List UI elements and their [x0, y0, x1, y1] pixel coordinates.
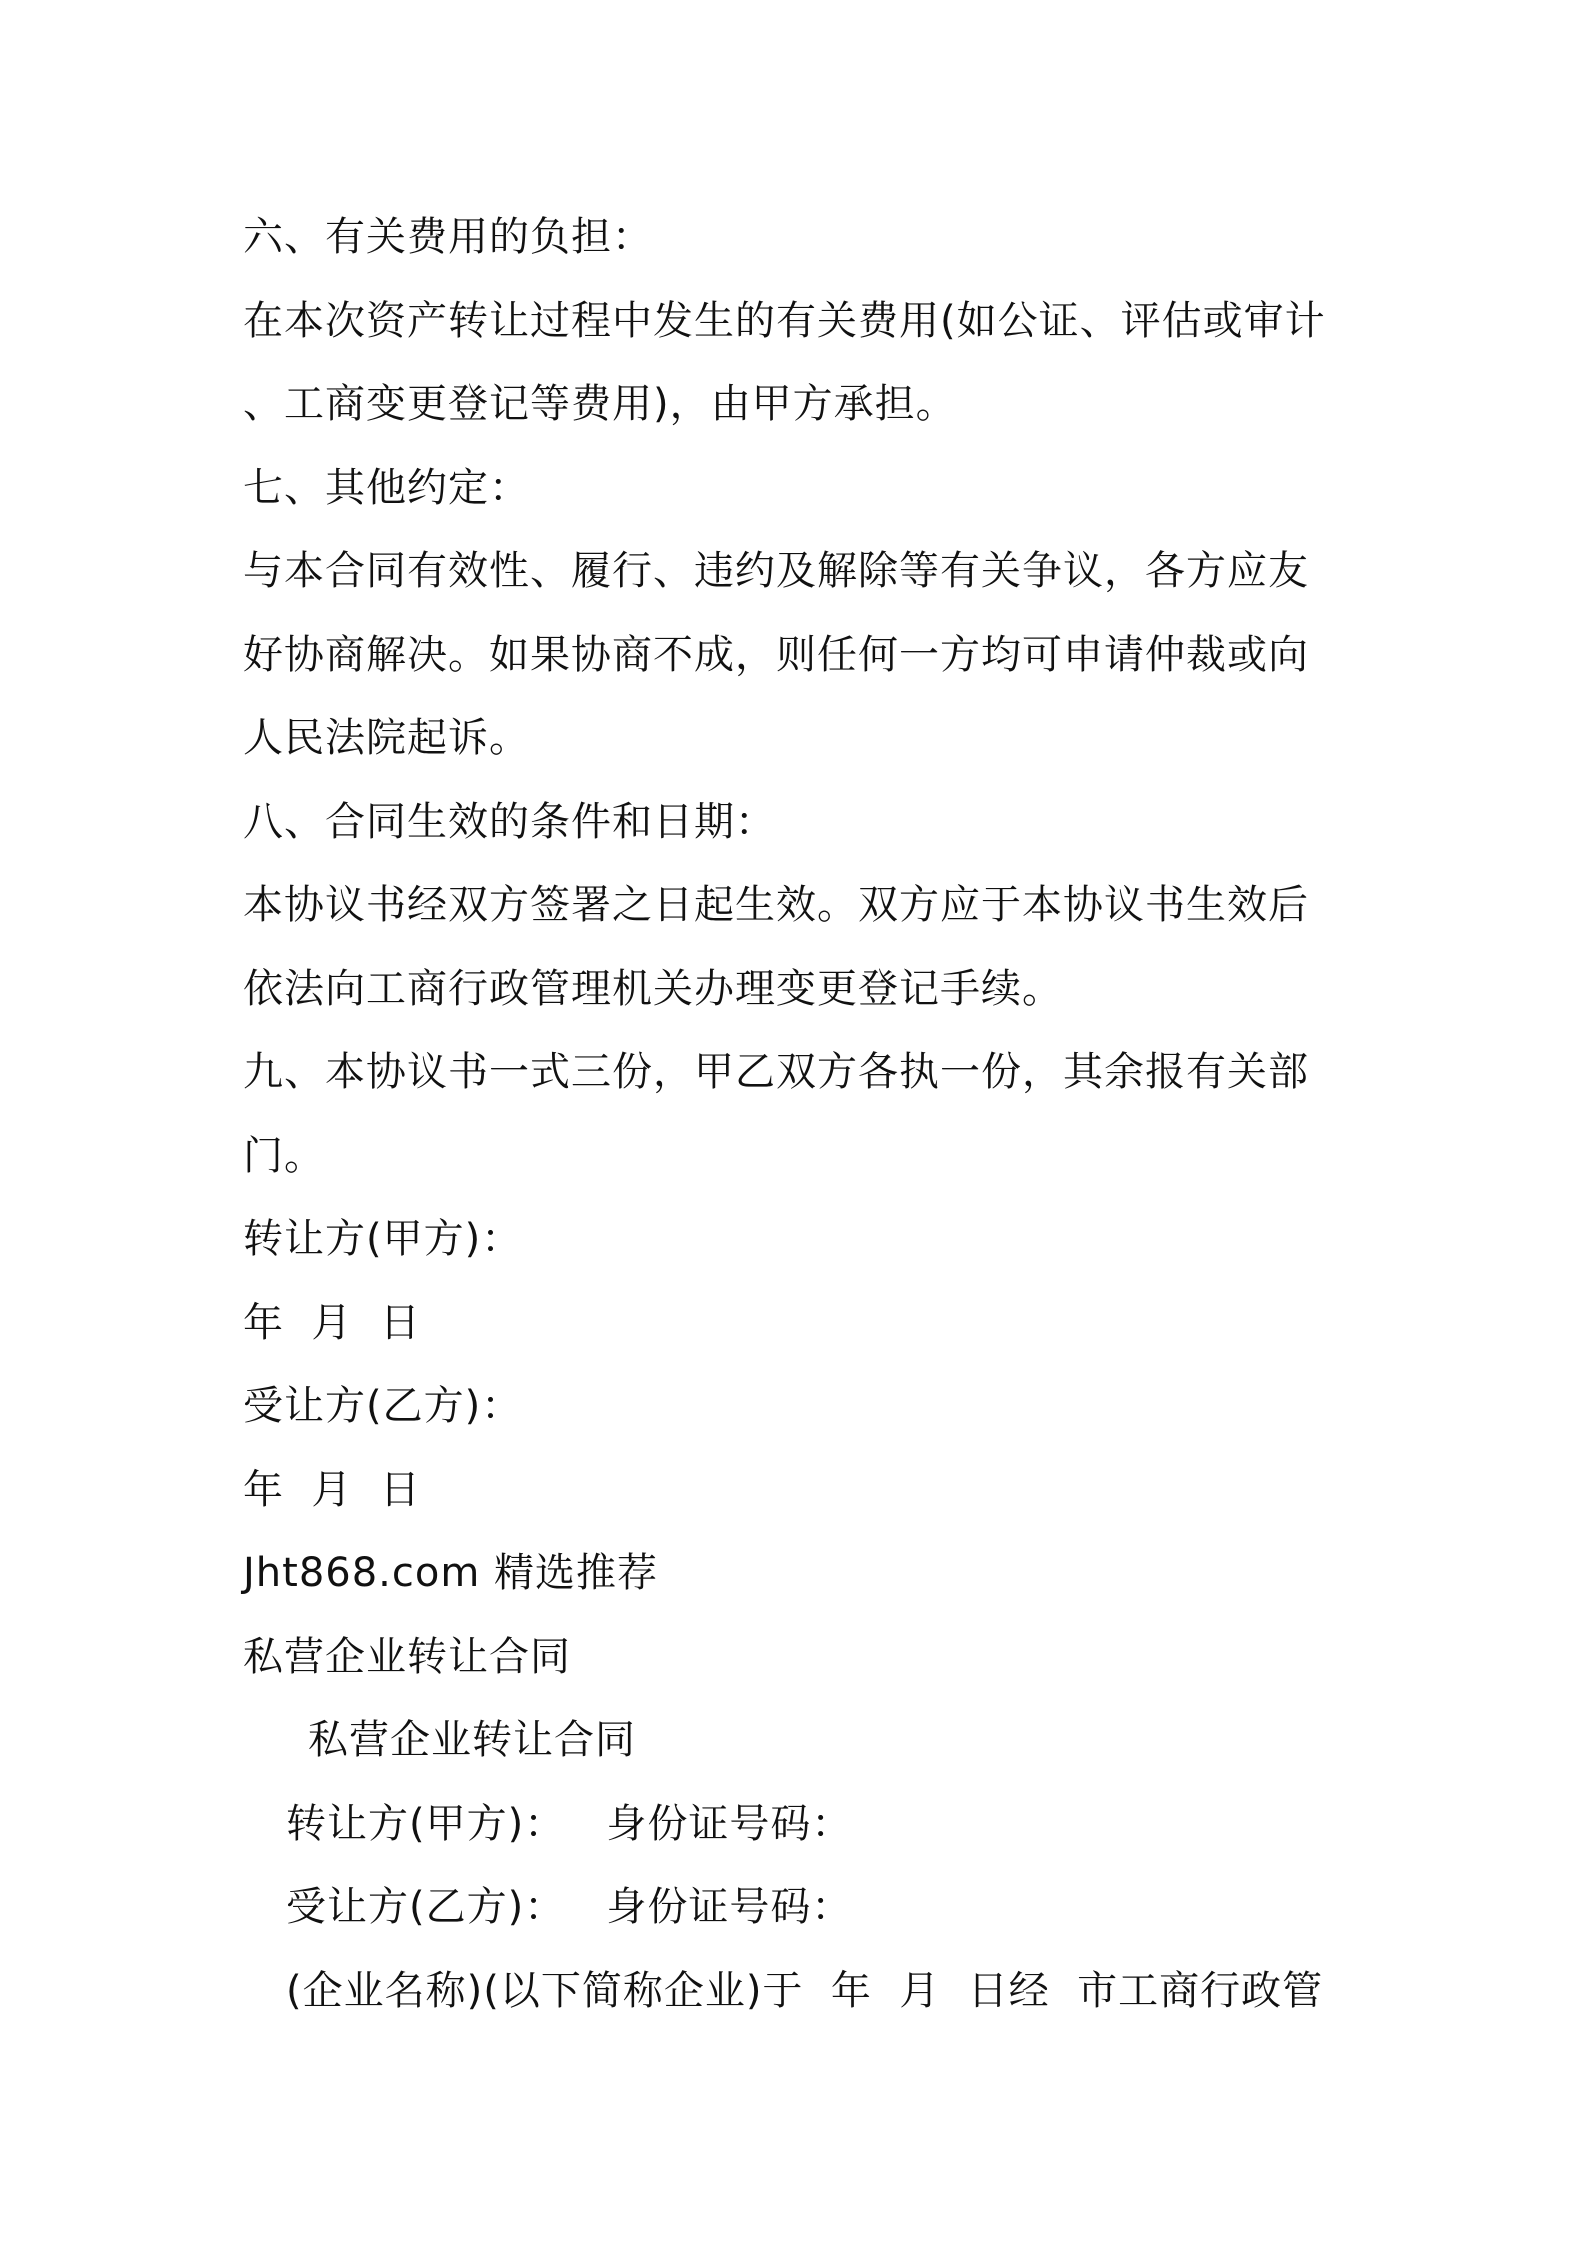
paragraph-line: 好协商解决。如果协商不成，则任何一方均可申请仲裁或向	[243, 631, 1309, 678]
signature-label-transferee: 受让方(乙方)：	[243, 1383, 523, 1429]
section-heading-effective-date: 八、合同生效的条件和日期：	[243, 798, 776, 845]
document-title: 私营企业转让合同	[243, 1633, 571, 1680]
paragraph-line: 依法向工商行政管理机关办理变更登记手续。	[243, 965, 1063, 1012]
date-line: 年 月 日	[243, 1466, 421, 1513]
section-heading-other-terms: 七、其他约定：	[243, 464, 530, 511]
paragraph-line: 本协议书经双方签署之日起生效。双方应于本协议书生效后	[243, 882, 1309, 928]
source-note: Jht868.com 精选推荐	[243, 1550, 659, 1596]
paragraph-line: 门。	[243, 1132, 325, 1179]
transferor-id-line: 转让方(甲方)： 身份证号码：	[286, 1800, 853, 1847]
paragraph-line: 与本合同有效性、履行、违约及解除等有关争议，各方应友	[243, 548, 1309, 594]
paragraph-line: (企业名称)(以下简称企业)于 年 月 日经 市工商行政管	[286, 1967, 1324, 2014]
contract-title: 私营企业转让合同	[308, 1717, 636, 1763]
section-heading-copies: 九、本协议书一式三份，甲乙双方各执一份，其余报有关部	[243, 1049, 1309, 1095]
transferee-id-line: 受让方(乙方)： 身份证号码：	[286, 1884, 853, 1930]
date-line: 年 月 日	[243, 1299, 421, 1346]
signature-label-transferor: 转让方(甲方)：	[243, 1216, 523, 1262]
section-heading-fees: 六、有关费用的负担：	[243, 214, 653, 260]
paragraph-line: 人民法院起诉。	[243, 715, 530, 761]
paragraph-line: 、工商变更登记等费用)，由甲方承担。	[243, 381, 957, 427]
document-body	[243, 196, 1363, 2033]
paragraph-line: 在本次资产转让过程中发生的有关费用(如公证、评估或审计	[243, 297, 1326, 344]
